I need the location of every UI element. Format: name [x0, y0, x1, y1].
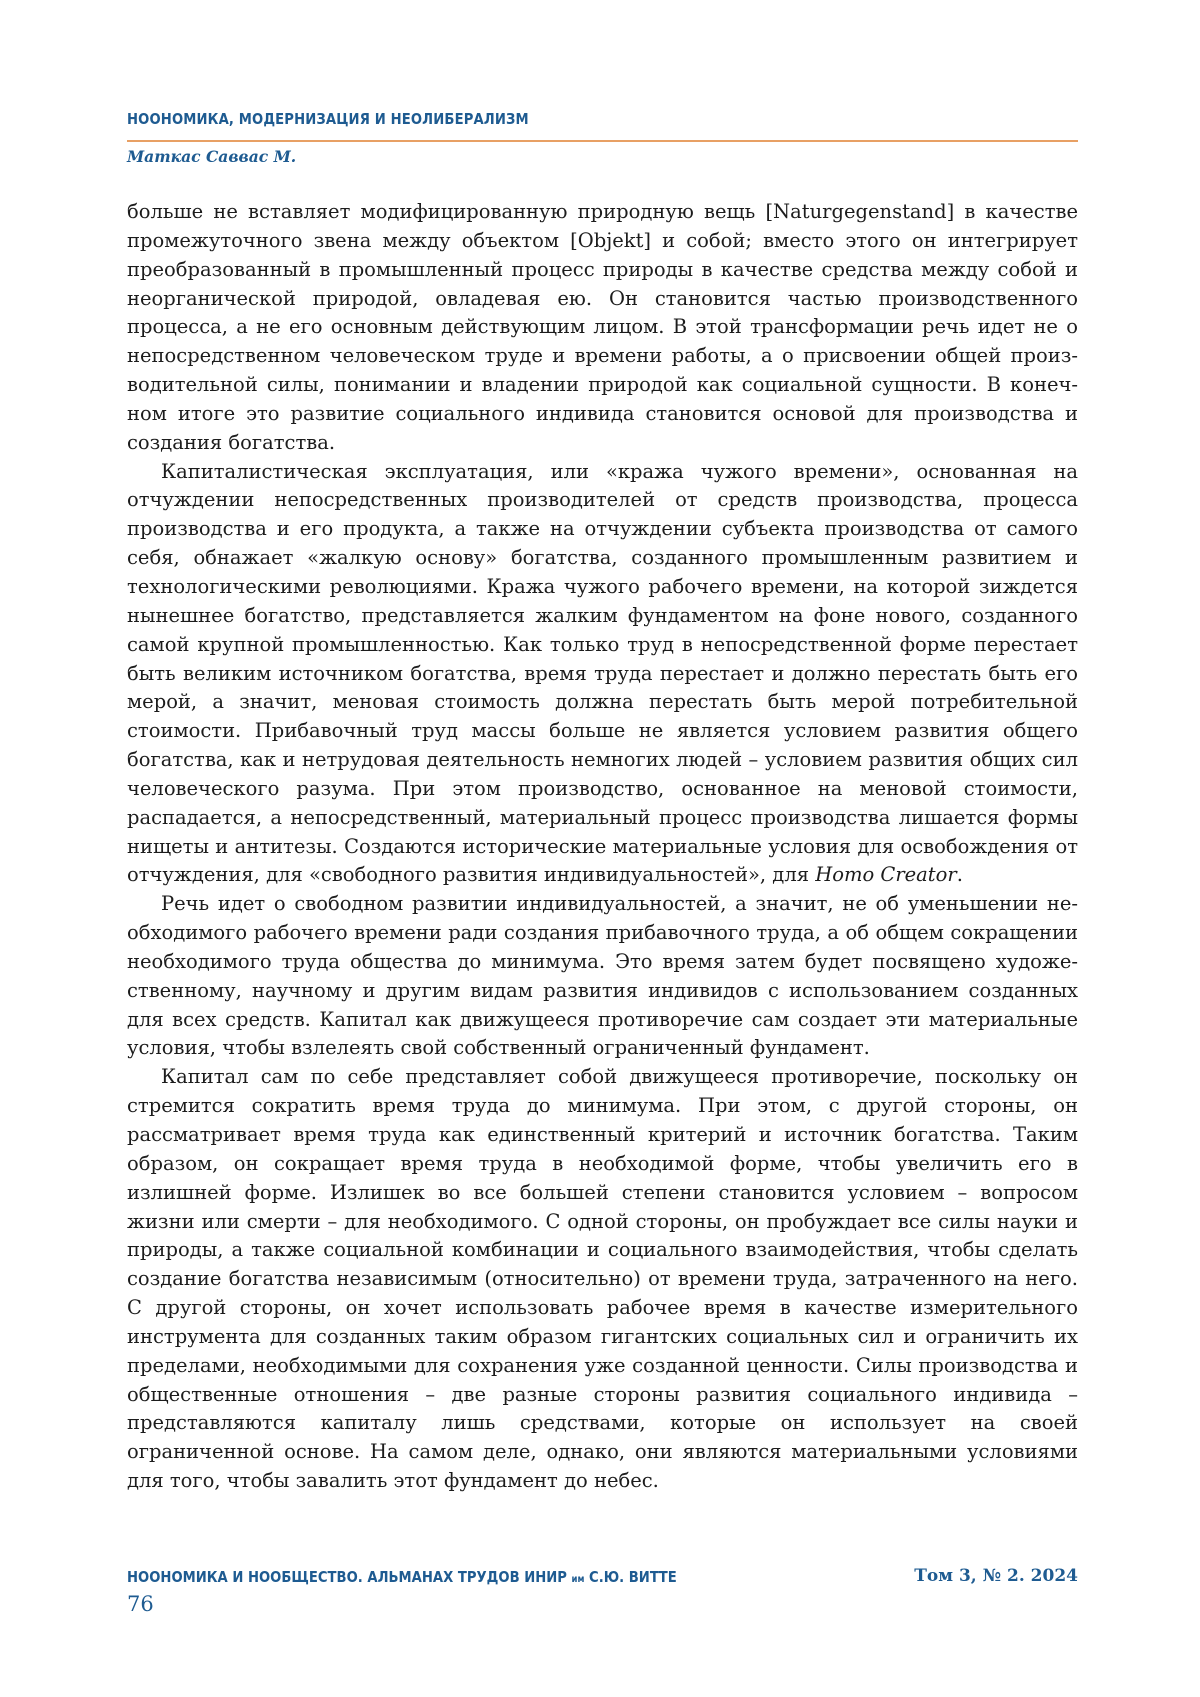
- paragraph-1: больше не вставляет модифицированную природную вещь [Naturgegenstand] в качестве промежуточного звена между объектом [Objekt] и собой; вместо этого он интегрирует преобразованный в промышленный процесс природы в качестве средства между собой и неорганической природой, овладевая ею. Он становится частью производственного процесса, а не его основным действующим лицом. В этой трансформации речь идет не о непосредственном человеческом труде и времени работы, а о присвоении общей производительной силы, понимании и владении природой как социальной сущности. В конечном итоге это развитие социального индивида становится основой для производства и создания богатства.: [127, 200, 1078, 454]
- footer-journal-part2: С.Ю. ВИТТЕ: [584, 1568, 677, 1586]
- paragraph-4: Капитал сам по себе представляет собой движущееся противоречие, поскольку он стремится сократить время труда до минимума. При этом, с другой стороны, он рассматривает время труда как единственный критерий и источник богатства. Таким образом, он сокращает время труда в необходимой форме, чтобы увеличить его в излишней форме. Излишек во все большей степени становится условием – вопросом жизни или смерти – для необходимого. С одной стороны, он пробуждает все силы науки и природы, а также социальной комбинации и социального взаимодействия, чтобы сделать создание богатства независимым (относительно) от времени труда, затраченного на него. С другой стороны, он хочет использовать рабочее время в качестве измерительного инструмента для созданных таким образом гигантских социальных сил и ограничить их пределами, необходимыми для сохранения уже созданной ценности. Силы производства и общественные отношения – две разные стороны развития социального индивида – представляются капиталу лишь средствами, которые он использует на своей ограниченной основе. На самом деле, однако, они являются материальными условиями для того, чтобы завалить этот фундамент до небес.: [127, 1065, 1078, 1493]
- running-header-title: НООНОМИКА, МОДЕРНИЗАЦИЯ И НЕОЛИБЕРАЛИЗМ: [127, 110, 529, 128]
- paragraph-3: Речь идет о свободном развитии индивидуальностей, а значит, не об уменьшении необходимого рабочего времени ради создания прибавочного труда, а об общем сокращении необходимого труда общества до минимума. Это время затем будет посвящено художественному, научному и другим видам развития индивидов с использованием созданных для всех средств. Капитал как движущееся противоречие сам создает эти материальные условия, чтобы взлелеять свой собственный ограниченный фундамент.: [127, 892, 1078, 1060]
- header-divider: [127, 140, 1078, 142]
- footer-journal-small: им: [571, 1574, 585, 1585]
- paragraph-2-text: Капиталистическая эксплуатация, или «кража чужого времени», основанная на отчуждении непосредственных производителей от средств производства, процесса производства и его продукта, а также на отчуждении субъекта производства от самого себя, обнажает «жалкую основу» богатства, созданного промышленным развитием и технологическими революциями. Кража чужого рабочего времени, на которой зиждется нынешнее богатство, представляется жалким фундаментом на фоне нового, созданного самой крупной промышленностью. Как только труд в непосредственной форме перестает быть великим источником богатства, время труда перестает и должно перестать быть его мерой, а значит, меновая стоимость должна перестать быть мерой потребительной стоимости. Прибавочный труд массы больше не является условием развития общего богатства, как и нетрудовая деятельность немногих людей – условием развития общих сил человеческого разума. При этом производство, основанное на меновой стоимости, распадается, а непосредственный, материальный процесс производства лишается формы нищеты и антитезы. Создаются исторические материальные условия для освобождения от отчуждения, для «свободного развития индивидуальностей», для: [127, 459, 1078, 887]
- paragraph-2-end: .: [956, 863, 963, 887]
- footer-journal-part1: НООНОМИКА И НООБЩЕСТВО. АЛЬМАНАХ ТРУДОВ ИНИР: [127, 1568, 572, 1586]
- page-number: 76: [127, 1592, 154, 1616]
- footer-volume-issue: Том 3, № 2. 2024: [914, 1566, 1078, 1586]
- footer-journal-title: [127, 1568, 677, 1586]
- paragraph-2: [127, 458, 1078, 891]
- running-header-author: Маткас Саввас М.: [127, 147, 297, 166]
- homo-creator-term: Homo Creator: [815, 863, 957, 887]
- article-body: [127, 198, 1078, 1496]
